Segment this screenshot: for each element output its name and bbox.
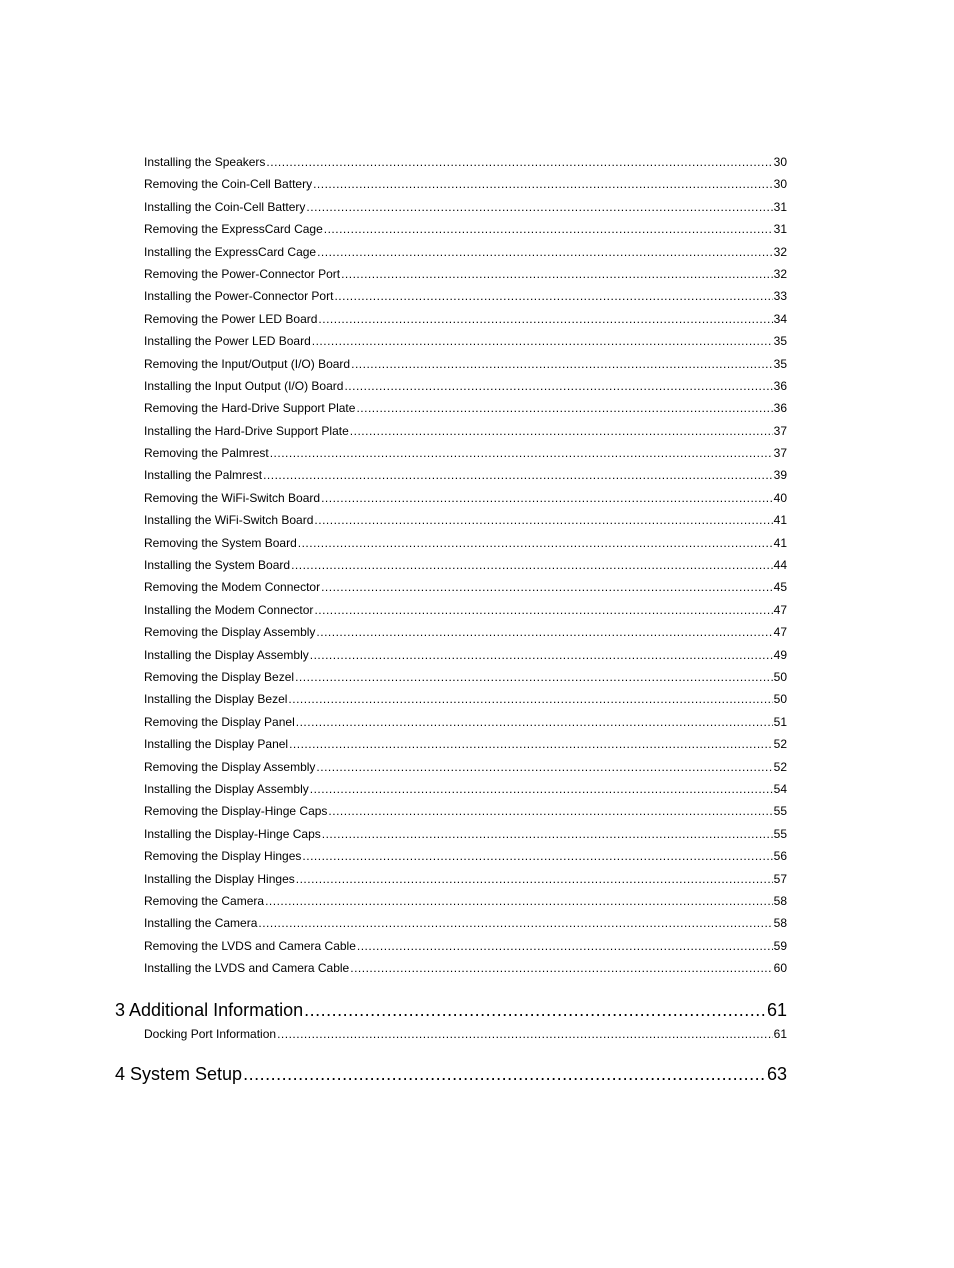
- toc-page-number: 39: [773, 468, 787, 483]
- toc-entry-title: Removing the Display Panel: [144, 714, 295, 729]
- toc-leader-dots: [258, 912, 772, 934]
- toc-entry-row[interactable]: [144, 778, 787, 800]
- toc-chapter-title: 3 Additional Information: [115, 1000, 304, 1020]
- toc-entry-row[interactable]: [144, 151, 787, 173]
- toc-entry-row[interactable]: [144, 711, 787, 733]
- toc-entry-row[interactable]: [144, 263, 787, 285]
- toc-entry-title: Installing the Modem Connector: [144, 602, 314, 617]
- toc-page-number: 61: [766, 1000, 787, 1020]
- toc-entry-row[interactable]: [144, 576, 787, 598]
- toc-page-number: 50: [773, 692, 787, 707]
- toc-leader-dots: [310, 778, 773, 800]
- toc-page-number: 55: [773, 804, 787, 819]
- toc-entry-title: Installing the Speakers: [144, 155, 266, 169]
- toc-page-number: 49: [773, 647, 787, 662]
- toc-entry-title: Installing the LVDS and Camera Cable: [144, 961, 350, 976]
- toc-page-number: 45: [773, 580, 787, 595]
- toc-entry-row[interactable]: [144, 688, 787, 710]
- toc-entry-title: Removing the LVDS and Camera Cable: [144, 938, 356, 953]
- toc-entry-row[interactable]: [144, 890, 787, 912]
- toc-page-number: 35: [773, 356, 787, 371]
- toc-entry-title: Installing the Power-Connector Port: [144, 289, 334, 304]
- toc-page-number: 51: [773, 714, 787, 729]
- toc-leader-dots: [318, 308, 772, 330]
- toc-entry-row[interactable]: [144, 1023, 787, 1045]
- toc-entry-row[interactable]: [144, 800, 787, 822]
- toc-entry-title: Removing the Palmrest: [144, 446, 269, 461]
- toc-leader-dots: [270, 442, 773, 464]
- toc-leader-dots: [351, 353, 773, 375]
- toc-entry-row[interactable]: [144, 330, 787, 352]
- toc-entry-row[interactable]: [144, 912, 787, 934]
- toc-entry-title: Removing the Display Bezel: [144, 669, 295, 684]
- toc-leader-dots: [328, 800, 772, 822]
- toc-entry-title: Removing the Display Assembly: [144, 759, 316, 774]
- toc-entry-title: Installing the Display-Hinge Caps: [144, 826, 321, 841]
- toc-page-number: 59: [773, 938, 787, 953]
- toc-page-number: 63: [766, 1064, 787, 1084]
- toc-leader-dots: [243, 1061, 766, 1087]
- toc-entry-title: Installing the Palmrest: [144, 468, 263, 483]
- toc-chapter-3: [115, 997, 787, 1045]
- toc-entry-row[interactable]: [144, 823, 787, 845]
- toc-entry-title: Installing the Display Assembly: [144, 781, 309, 796]
- toc-page-number: 31: [773, 222, 787, 237]
- toc-leader-dots: [321, 576, 773, 598]
- toc-leader-dots: [310, 644, 773, 666]
- toc-chapter-4: [115, 1061, 787, 1087]
- toc-page-number: 37: [773, 423, 787, 438]
- toc-page-number: 56: [773, 849, 787, 864]
- toc-page-number: 61: [773, 1027, 787, 1041]
- toc-entry-row[interactable]: [144, 845, 787, 867]
- toc-leader-dots: [314, 509, 772, 531]
- toc-entry-row[interactable]: [144, 599, 787, 621]
- toc-entry-title: Installing the Input Output (I/O) Board: [144, 378, 344, 393]
- toc-leader-dots: [344, 375, 772, 397]
- toc-entry-title: Removing the Display Assembly: [144, 625, 316, 640]
- toc-entry-title: Installing the WiFi-Switch Board: [144, 513, 314, 528]
- toc-leader-dots: [291, 554, 773, 576]
- toc-chapter-title: 4 System Setup: [115, 1064, 243, 1084]
- toc-leader-dots: [334, 285, 772, 307]
- toc-entry-title: Removing the WiFi-Switch Board: [144, 490, 321, 505]
- toc-page-number: 41: [773, 513, 787, 528]
- toc-entry-title: Installing the Display Hinges: [144, 871, 295, 886]
- toc-page-number: 40: [773, 490, 787, 505]
- toc-page-number: 32: [773, 266, 787, 281]
- toc-page-number: 58: [773, 916, 787, 931]
- toc-entry-row[interactable]: [144, 957, 787, 979]
- toc-entry-row[interactable]: [144, 173, 787, 195]
- toc-entry-title: Removing the Power-Connector Port: [144, 266, 341, 281]
- toc-entry-row[interactable]: [144, 397, 787, 419]
- toc-leader-dots: [263, 464, 773, 486]
- toc-entry-title: Removing the Coin-Cell Battery: [144, 177, 313, 192]
- toc-page-number: 36: [773, 378, 787, 393]
- toc-entry-row[interactable]: [144, 509, 787, 531]
- toc-page-number: 44: [773, 558, 787, 573]
- toc-entry-row[interactable]: [144, 420, 787, 442]
- toc-page-number: 30: [773, 155, 787, 169]
- toc-entry-title: Removing the System Board: [144, 535, 297, 550]
- toc-page-number: 37: [773, 446, 787, 461]
- toc-leader-dots: [265, 890, 773, 912]
- toc-leader-dots: [298, 532, 773, 554]
- toc-entry-title: Installing the Camera: [144, 916, 258, 931]
- toc-leader-dots: [356, 397, 772, 419]
- toc-leader-dots: [288, 688, 772, 710]
- toc-entry-row[interactable]: [144, 935, 787, 957]
- toc-leader-dots: [296, 868, 773, 890]
- toc-page-number: 47: [773, 602, 787, 617]
- toc-entry-title: Removing the Modem Connector: [144, 580, 321, 595]
- toc-leader-dots: [296, 711, 773, 733]
- toc-page-number: 32: [773, 244, 787, 259]
- toc-leader-dots: [313, 173, 773, 195]
- toc-leader-dots: [317, 241, 773, 263]
- toc-leader-dots: [316, 621, 772, 643]
- toc-leader-dots: [357, 935, 773, 957]
- toc-page-number: 54: [773, 781, 787, 796]
- toc-leader-dots: [316, 756, 772, 778]
- toc-leader-dots: [304, 997, 766, 1023]
- toc-entry-row[interactable]: [144, 756, 787, 778]
- toc-page-number: 34: [773, 311, 787, 326]
- toc-page-number: 30: [773, 177, 787, 192]
- toc-leader-dots: [306, 196, 772, 218]
- toc-entry-row[interactable]: [144, 554, 787, 576]
- toc-page-number: 52: [773, 737, 787, 752]
- toc-entry-title: Installing the Power LED Board: [144, 334, 311, 349]
- toc-entry-title: Installing the Hard-Drive Support Plate: [144, 423, 349, 438]
- toc-entry-row[interactable]: [144, 868, 787, 890]
- toc-entry-title: Installing the Display Bezel: [144, 692, 288, 707]
- toc-page-number: 58: [773, 893, 787, 908]
- toc-leader-dots: [314, 599, 772, 621]
- toc-entry-row[interactable]: [144, 353, 787, 375]
- toc-chapter-row[interactable]: [115, 997, 787, 1023]
- toc-entry-row[interactable]: [144, 733, 787, 755]
- toc-leader-dots: [277, 1023, 773, 1045]
- toc-entry-title: Installing the Display Panel: [144, 737, 289, 752]
- toc-leader-dots: [322, 823, 773, 845]
- toc-leader-dots: [324, 218, 773, 240]
- toc-entry-row[interactable]: [144, 621, 787, 643]
- toc-page-number: 52: [773, 759, 787, 774]
- toc-entry-row[interactable]: [144, 308, 787, 330]
- toc-page-number: 47: [773, 625, 787, 640]
- toc-leader-dots: [302, 845, 772, 867]
- toc-entry-title: Removing the Input/Output (I/O) Board: [144, 356, 351, 371]
- toc-entry-title: Removing the Power LED Board: [144, 311, 318, 326]
- toc-entry-title: Removing the Hard-Drive Support Plate: [144, 401, 356, 416]
- toc-entries: [144, 151, 787, 979]
- toc-entry-title: Installing the Display Assembly: [144, 647, 309, 662]
- toc-page-number: 35: [773, 334, 787, 349]
- toc-entry-title: Installing the ExpressCard Cage: [144, 244, 317, 259]
- toc-leader-dots: [289, 733, 773, 755]
- toc-leader-dots: [266, 151, 772, 173]
- toc-page-number: 57: [773, 871, 787, 886]
- toc-leader-dots: [341, 263, 773, 285]
- toc-leader-dots: [295, 666, 773, 688]
- toc-entry-title: Removing the Display Hinges: [144, 849, 302, 864]
- toc-page-number: 41: [773, 535, 787, 550]
- toc-leader-dots: [350, 957, 772, 979]
- toc-page-number: 31: [773, 199, 787, 214]
- toc-entry-row[interactable]: [144, 196, 787, 218]
- toc-entry-title: Removing the Camera: [144, 893, 265, 908]
- toc-page-number: 33: [773, 289, 787, 304]
- toc-page-number: 60: [773, 961, 787, 976]
- toc-page-number: 50: [773, 669, 787, 684]
- toc-entry-title: Installing the System Board: [144, 558, 291, 573]
- toc-leader-dots: [350, 420, 773, 442]
- toc-entry-title: Removing the Display-Hinge Caps: [144, 804, 328, 819]
- toc-entry-row[interactable]: [144, 487, 787, 509]
- toc-chapter-row[interactable]: [115, 1061, 787, 1087]
- toc-entry-row[interactable]: [144, 218, 787, 240]
- toc-entry-row[interactable]: [144, 532, 787, 554]
- toc-entry-row[interactable]: [144, 644, 787, 666]
- toc-page-number: 36: [773, 401, 787, 416]
- toc-entry-row[interactable]: [144, 241, 787, 263]
- toc-entry-row[interactable]: [144, 464, 787, 486]
- toc-leader-dots: [321, 487, 773, 509]
- toc-entry-row[interactable]: [144, 285, 787, 307]
- toc-entry-title: Docking Port Information: [144, 1027, 277, 1041]
- toc-entry-title: Removing the ExpressCard Cage: [144, 222, 323, 237]
- toc-page-number: 55: [773, 826, 787, 841]
- toc-entry-row[interactable]: [144, 375, 787, 397]
- toc-entry-title: Installing the Coin-Cell Battery: [144, 199, 306, 214]
- toc-entry-row[interactable]: [144, 442, 787, 464]
- toc-entry-row[interactable]: [144, 666, 787, 688]
- toc-leader-dots: [312, 330, 773, 352]
